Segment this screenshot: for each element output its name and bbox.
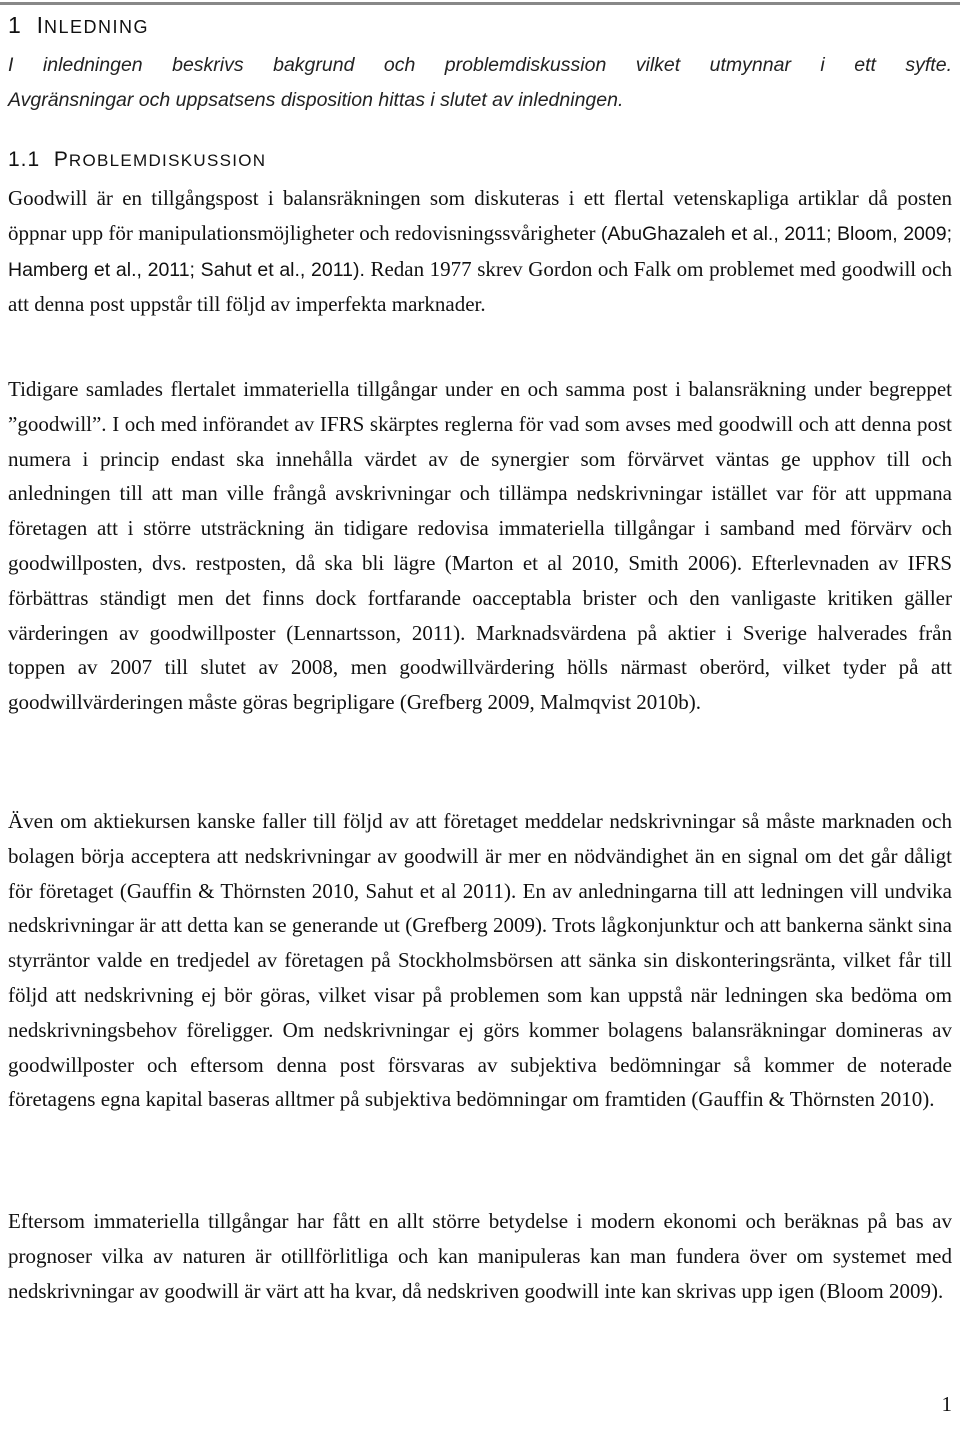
paragraph-2: Tidigare samlades flertalet immateriella tillgångar under en och samma post i balansräkning under begreppet ”goodwill”. I och med införandet av IFRS skärptes reglerna för vad som avses med goodwill och att denna post numera i princip endast ska innehålla värdet av de synergier som förvärvet väntas ge upphov till och anledningen till att man ville frångå avskrivningar och tillämpa nedskrivningar istället var för att uppmana företagen att i större utsträckning än tidigare redovisa immateriella tillgångar i samband med förvärv och goodwillposten, dvs. restposten, då ska bli lägre (Marton et al 2010, Smith 2006). Efterlevnaden av IFRS förbättras ständigt men det finns dock fortfarande oacceptabla brister och den vanligaste kritiken gäller värderingen av goodwillposter (Lennartsson, 2011). Marknadsvärdena på aktier i Sverige halverades från toppen av 2007 till slutet av 2008, men goodwillvärdering hölls närmast oberörd, vilket tyder på att goodwillvärderingen måste göras begripligare (Grefberg 2009, Malmqvist 2010b). (8, 377, 952, 715)
lead-line-1: I inledningen beskrivs bakgrund och problemdiskussion vilket utmynnar i ett syfte. (8, 54, 952, 76)
top-rule (0, 2, 960, 5)
chapter-number: 1 (8, 12, 22, 38)
paragraph-4: Eftersom immateriella tillgångar har fått en allt större betydelse i modern ekonomi och beräknas på bas av prognoser vilka av naturen är otillförlitliga och kan manipuleras kan man fundera över om systemet med nedskrivningar av goodwill är värt att ha kvar, då nedskriven goodwill inte kan skrivas upp igen (Bloom 2009). (8, 1209, 952, 1303)
page-number: 1 (941, 1392, 952, 1416)
paragraph-1-citation: (AbuGhazaleh et al., 2011; Bloom, 2009; Hamberg et al., 2011; Sahut et al., 2011). (8, 222, 952, 281)
chapter-heading (8, 12, 149, 39)
paragraph-1 (8, 181, 952, 322)
chapter-lead (8, 48, 952, 118)
lead-line-2: Avgränsningar och uppsatsens disposition hittas i slutet av inledningen. (8, 89, 624, 111)
paragraph-1-text-a: Goodwill är en tillgångspost i balansräkningen som diskuteras i ett flertal vetenskapliga artiklar då posten öppnar upp för manipulationsmöjligheter och redovisningssvårigheter (8, 186, 952, 245)
paragraph-3: Även om aktiekursen kanske faller till följd av att företaget meddelar nedskrivningar så måste marknaden och bolagen börja acceptera att nedskrivningar av goodwill är mer en nödvändighet än en signal om det går dåligt för företaget (Gauffin & Thörnsten 2010, Sahut et al 2011). En av anledningarna till att ledningen vill undvika nedskrivningar är att detta kan se generande ut (Grefberg 2009). Trots lågkonjunktur och att bankerna sänkt sina styrräntor valde en tredjedel av företagen på Stockholmsbörsen att sänka sin diskonteringsränta, vilket får till följd att nedskrivning ej bör göras, vilket visar på problemen som kan uppstå när ledningen ska bedöma om nedskrivningsbehov föreligger. Om nedskrivningar ej görs kommer bolagens balansräkningar domineras av goodwillposter och eftersom denna post försvaras av subjektiva bedömningar så kommer de noterade företagens egna kapital baseras alltmer på subjektiva bedömningar om framtiden (Gauffin & Thörnsten 2010). (8, 809, 952, 1112)
section-heading (8, 148, 266, 172)
chapter-title-rest: NLEDNING (43, 17, 149, 37)
paragraph-1-text-b: Redan 1977 skrev Gordon och Falk om problemet med goodwill och att denna post uppstår till följd av imperfekta marknader. (8, 256, 952, 317)
section-title-rest: ROBLEMDISKUSSION (68, 151, 267, 170)
section-title-initial: P (53, 148, 69, 171)
section-number: 1.1 (8, 148, 41, 171)
chapter-title-initial: I (36, 12, 44, 38)
